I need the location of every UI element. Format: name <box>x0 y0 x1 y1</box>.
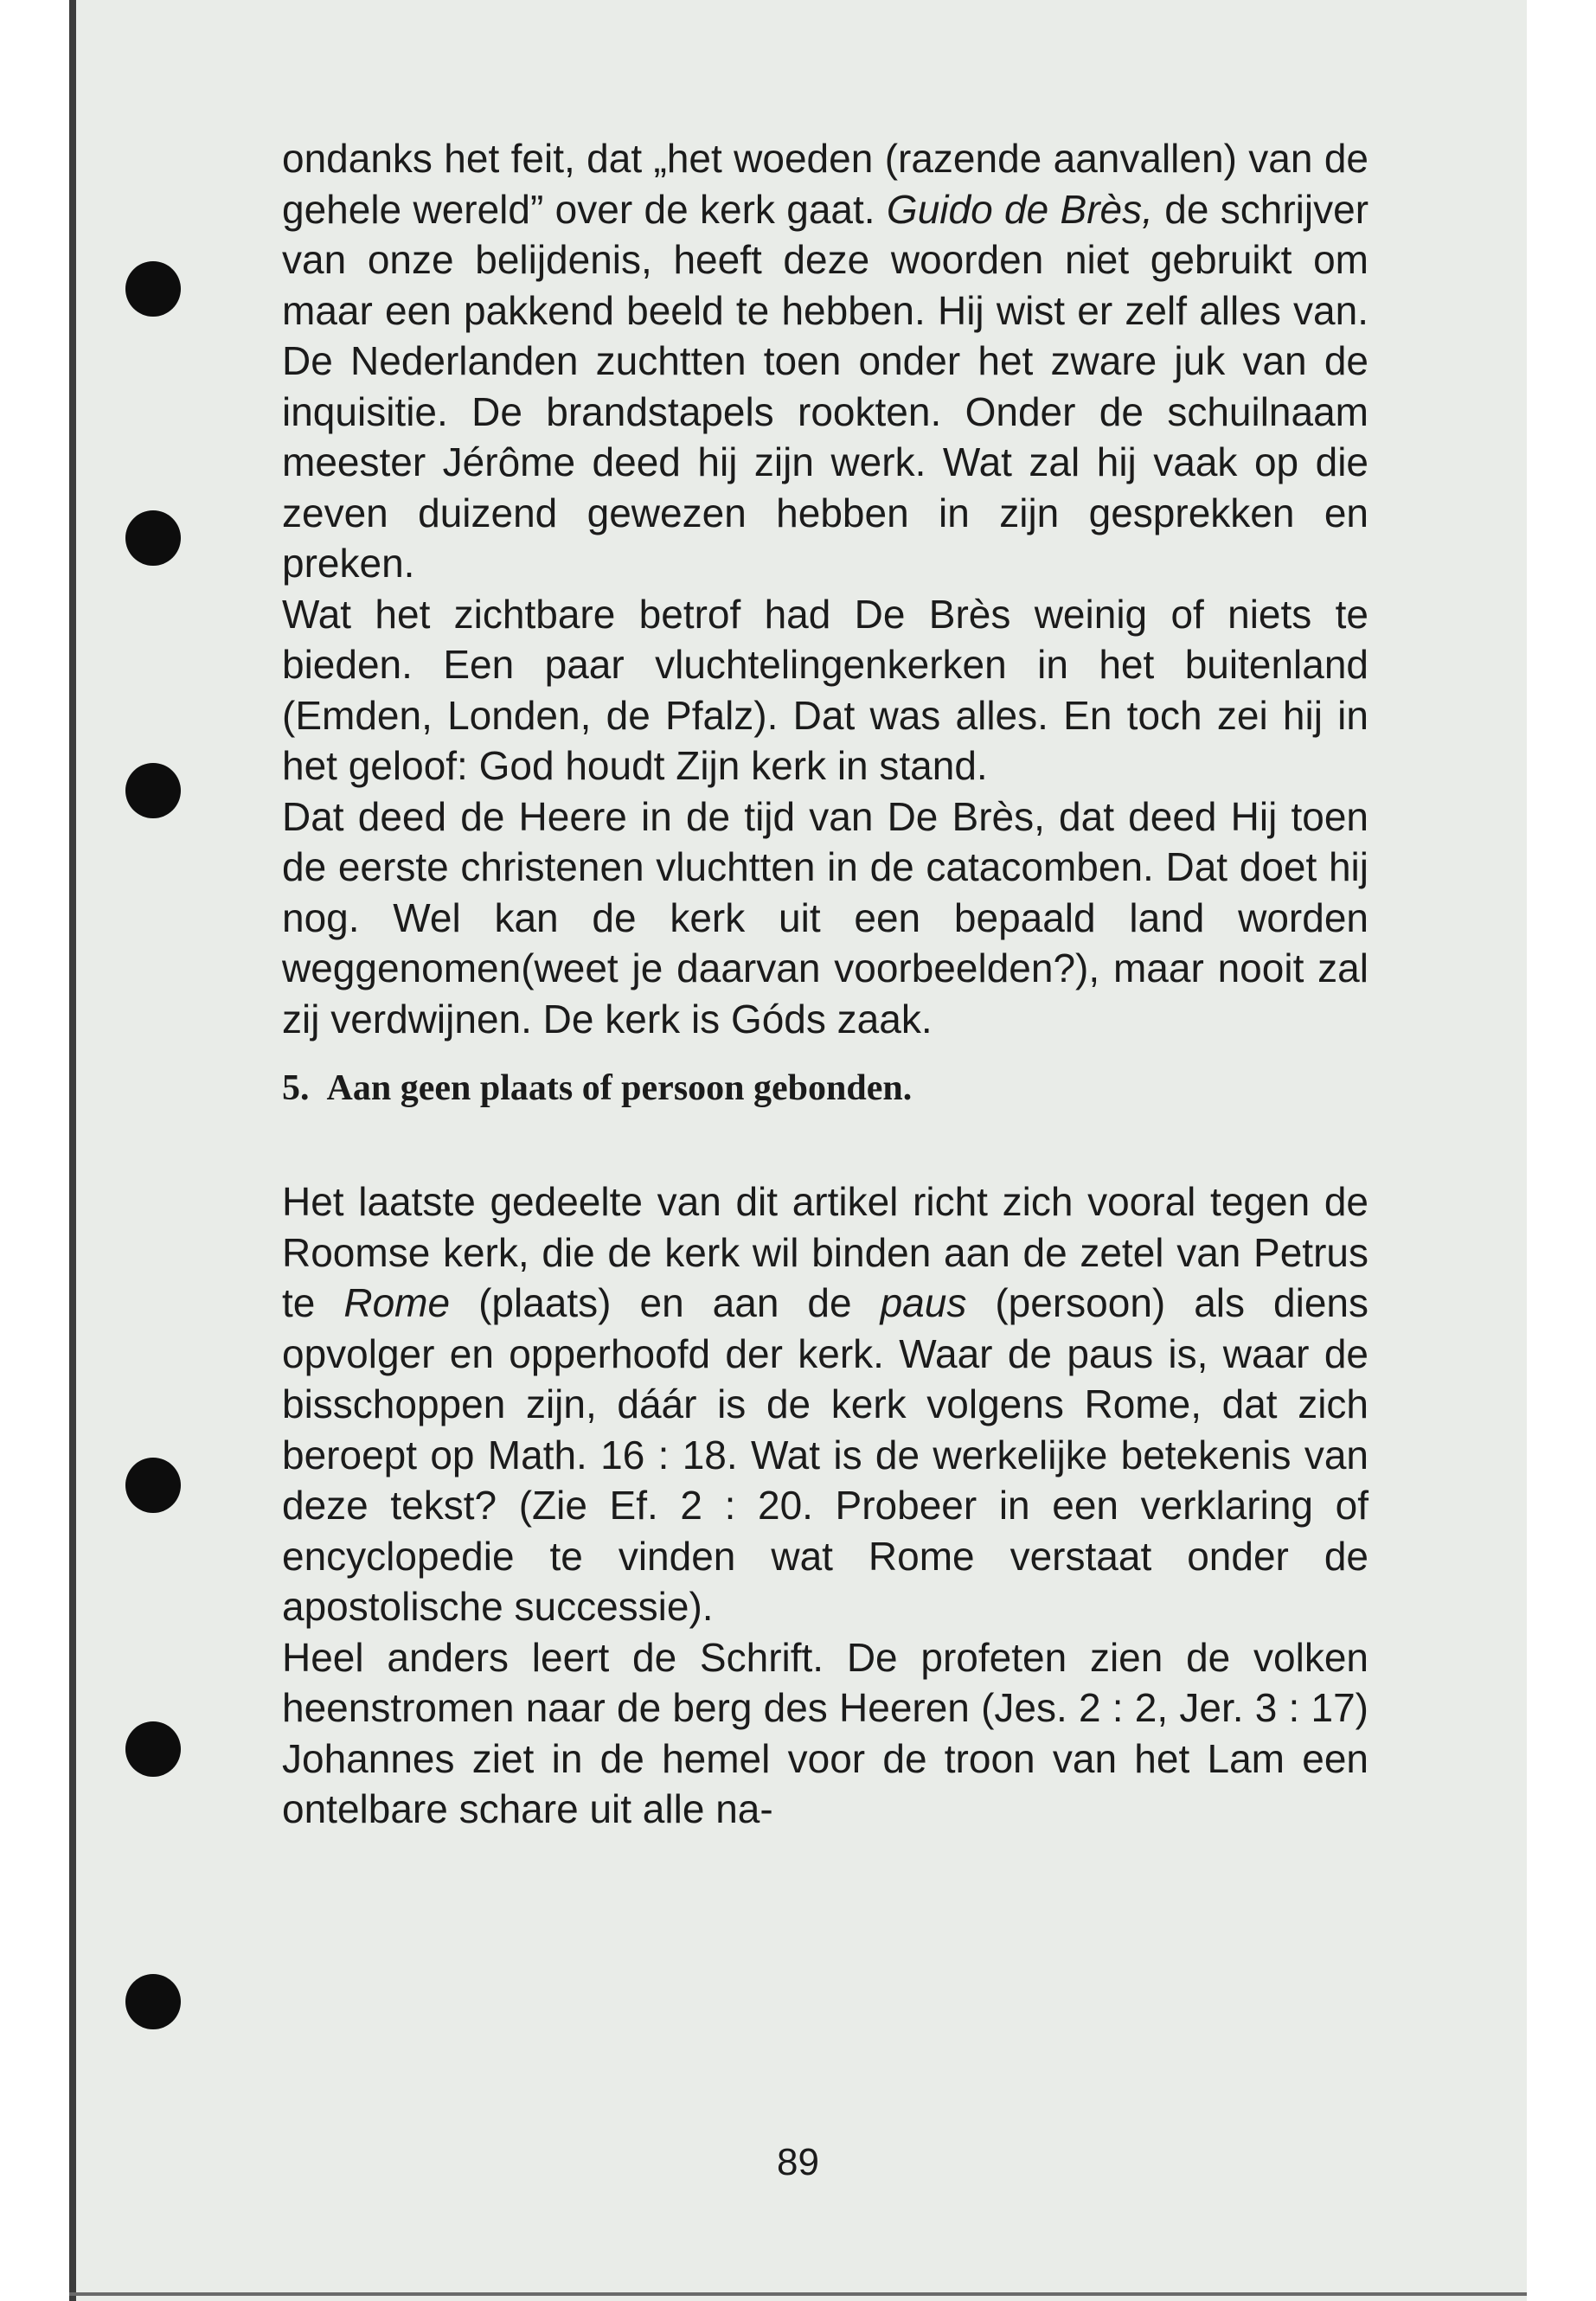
paragraph-roomse-kerk <box>282 1176 1368 1632</box>
text-column <box>282 133 1368 1835</box>
paragraph-guido-de-bres <box>282 133 1368 589</box>
binder-hole-1 <box>125 261 181 317</box>
binder-hole-5 <box>125 1721 181 1777</box>
text-part-1: Het laatste gedeelte van dit artikel richt zich vooral tegen de Roomse kerk, die de kerk wil binden aan de zetel van Petrus te <box>282 1179 1368 1325</box>
paragraph-rest: de schrijver van onze belijdenis, heeft deze woorden niet gebruikt om maar een pakkend beeld te hebben. Hij wist er zelf alles van. De Nederlanden zuchtten toen onder het zware juk van de inquisitie. De brandstapels rookten. Onder de schuilnaam meester Jérôme deed hij zijn werk. Wat zal hij vaak op die zeven duizend gewezen hebben in zijn gesprekken en preken. <box>282 186 1369 586</box>
page-number: 89 <box>777 2141 819 2183</box>
section-heading <box>282 1063 1368 1113</box>
paragraph-zichtbare: Wat het zichtbare betrof had De Brès weinig of niets te bieden. Een paar vluchtelingenkerken in het buitenland (Emden, Londen, de Pfalz). Dat was alles. En toch zei hij in het geloof: God houdt Zijn kerk in stand. <box>282 591 1368 788</box>
author-name: Guido de Brès, <box>886 186 1153 232</box>
paragraph-schrift: Heel anders leert de Schrift. De profeten zien de volken heenstromen naar de berg des Heeren (Jes. 2 : 2, Jer. 3 : 17) Johannes ziet in de hemel voor de troon van het Lam een ontelbare schare uit alle na- <box>282 1634 1368 1831</box>
text-part-2: (plaats) en aan de <box>450 1280 881 1325</box>
section-number: 5. <box>282 1068 310 1108</box>
section-title: Aan geen plaats of persoon gebonden. <box>326 1068 913 1108</box>
binder-hole-2 <box>125 510 181 566</box>
paragraph-lead: ondanks het feit, dat „het woeden (razende aanvallen) van de gehele wereld” over de kerk gaat. <box>282 136 1368 232</box>
text-part-3: (persoon) als diens opvolger en opperhoofd der kerk. Waar de paus is, waar de bisschoppen zijn, dáár is de kerk volgens Rome, dat zich beroept op Math. 16 : 18. Wat is de werkelijke betekenis van deze tekst? (Zie Ef. 2 : 20. Probeer in een verklaring of encyclopedie te vinden wat Rome verstaat onder de apostolische successie). <box>282 1280 1368 1629</box>
place-rome: Rome <box>343 1280 451 1325</box>
paragraph-heere: Dat deed de Heere in de tijd van De Brès, dat deed Hij toen de eerste christenen vluchtten in de catacomben. Dat doet hij nog. Wel kan de kerk uit een bepaald land worden weggenomen(weet je daarvan voorbeelden?), maar nooit zal zij verdwijnen. De kerk is Góds zaak. <box>282 793 1368 1042</box>
page-bottom-edge <box>69 2292 1527 2296</box>
binder-hole-6 <box>125 1974 181 2029</box>
binder-hole-4 <box>125 1458 181 1513</box>
binder-hole-3 <box>125 763 181 818</box>
person-paus: paus <box>880 1280 967 1325</box>
